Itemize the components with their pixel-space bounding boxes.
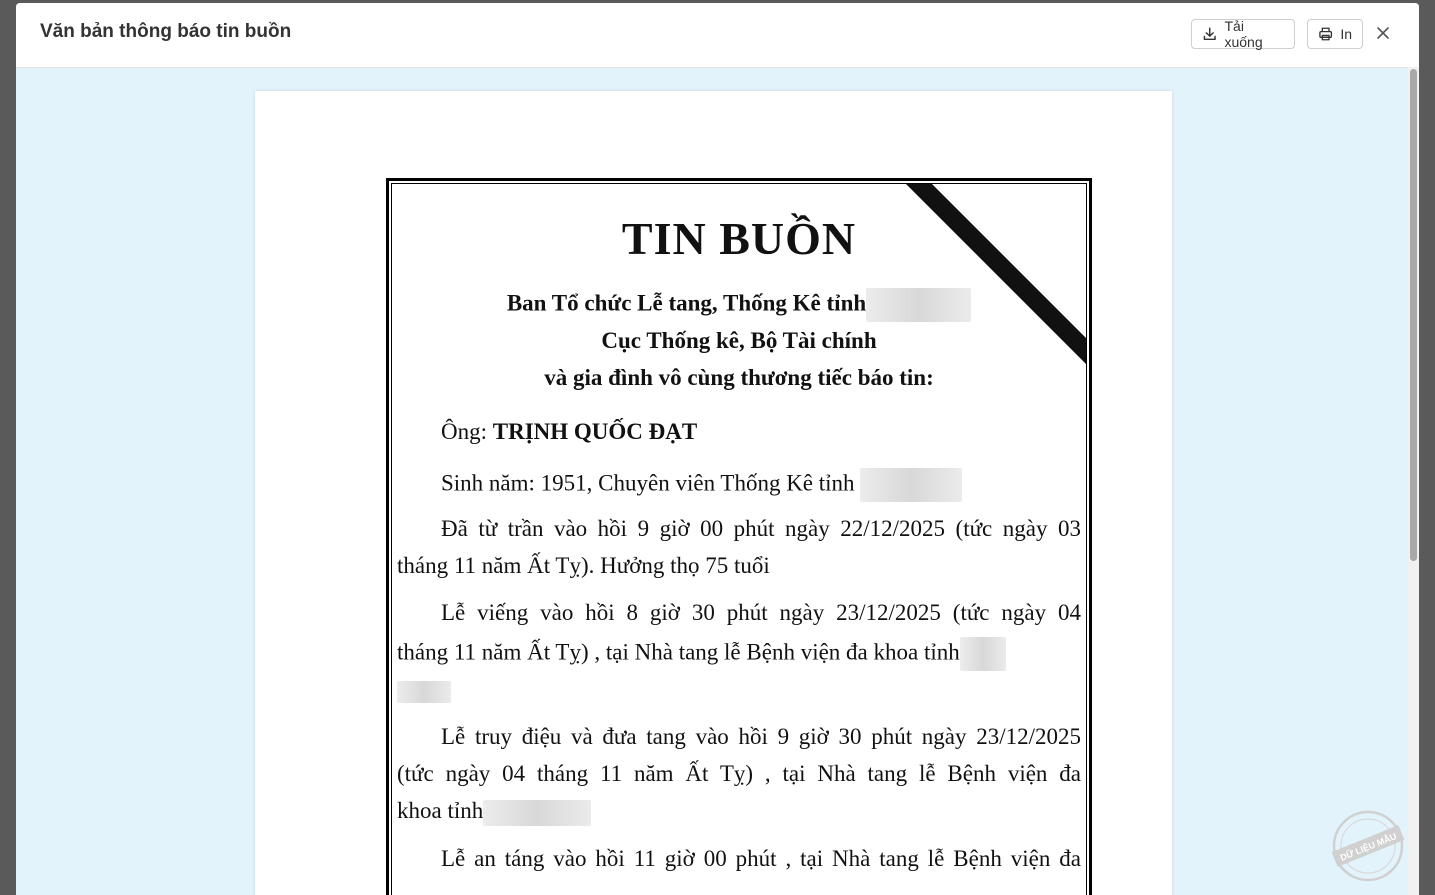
vertical-scrollbar[interactable] bbox=[1408, 67, 1419, 895]
redacted-province bbox=[397, 681, 451, 703]
memorial-line-3 bbox=[397, 798, 1081, 826]
person-label: Ông: bbox=[441, 419, 493, 444]
close-button[interactable] bbox=[1372, 22, 1394, 44]
redacted-province bbox=[860, 468, 962, 502]
birth-text: Sinh năm: 1951, Chuyên viên Thống Kê tỉnh bbox=[441, 470, 861, 496]
organizer-text: Ban Tổ chức Lễ tang, Thống Kê tỉnh bbox=[506, 290, 867, 316]
modal-header bbox=[16, 3, 1419, 68]
death-line-2: tháng 11 năm Ất Tỵ). Hưởng thọ 75 tuổi bbox=[397, 553, 770, 578]
print-button[interactable] bbox=[1307, 19, 1363, 49]
memorial-text: khoa tỉnh bbox=[397, 798, 484, 823]
watermark-text: DỮ LIỆU MẪU bbox=[1338, 831, 1399, 863]
viewing-line-3 bbox=[397, 677, 1081, 703]
viewing-line-1: Lễ viếng vào hồi 8 giờ 30 phút ngày 23/12/2025 (tức ngày 04 bbox=[441, 600, 1081, 625]
document-modal bbox=[16, 3, 1419, 895]
memorial-line-2: (tức ngày 04 tháng 11 năm Ất Tỵ) , tại Nhà tang lễ Bệnh viện đa bbox=[397, 761, 1081, 786]
burial-line-1: Lễ an táng vào hồi 11 giờ 00 phút , tại Nhà tang lễ Bệnh viện đa bbox=[441, 846, 1081, 871]
download-label: Tải xuống bbox=[1224, 18, 1263, 50]
scrollbar-thumb[interactable] bbox=[1410, 69, 1417, 561]
obituary-title: TIN BUỒN bbox=[621, 213, 857, 264]
sample-data-watermark bbox=[1330, 808, 1406, 884]
memorial-line-1: Lễ truy điệu và đưa tang vào hồi 9 giờ 30 phút ngày 23/12/2025 bbox=[441, 724, 1081, 749]
print-label: In bbox=[1340, 26, 1352, 42]
printer-icon bbox=[1318, 26, 1333, 42]
organizer-line bbox=[392, 288, 1086, 322]
download-icon bbox=[1202, 26, 1217, 42]
person-line bbox=[397, 419, 1081, 445]
birth-line bbox=[397, 468, 1081, 502]
close-icon bbox=[1376, 26, 1390, 40]
obituary-frame bbox=[386, 178, 1092, 895]
person-name: TRỊNH QUỐC ĐẠT bbox=[492, 419, 698, 444]
redacted-province bbox=[483, 800, 591, 826]
document-page bbox=[255, 91, 1172, 895]
family-line: và gia đình vô cùng thương tiếc báo tin: bbox=[544, 365, 934, 390]
redacted-province bbox=[960, 637, 1006, 671]
modal-title: Văn bản thông báo tin buồn bbox=[40, 21, 292, 42]
download-button[interactable] bbox=[1191, 19, 1295, 49]
redacted-province bbox=[866, 288, 971, 322]
department-line: Cục Thống kê, Bộ Tài chính bbox=[601, 328, 877, 353]
obituary-inner-frame bbox=[391, 183, 1087, 895]
viewing-line-2 bbox=[397, 637, 1081, 671]
viewing-text: tháng 11 năm Ất Tỵ) , tại Nhà tang lễ Bệnh viện đa khoa tỉnh bbox=[397, 639, 960, 665]
death-line-1: Đã từ trần vào hồi 9 giờ 00 phút ngày 22/12/2025 (tức ngày 03 bbox=[441, 516, 1081, 541]
